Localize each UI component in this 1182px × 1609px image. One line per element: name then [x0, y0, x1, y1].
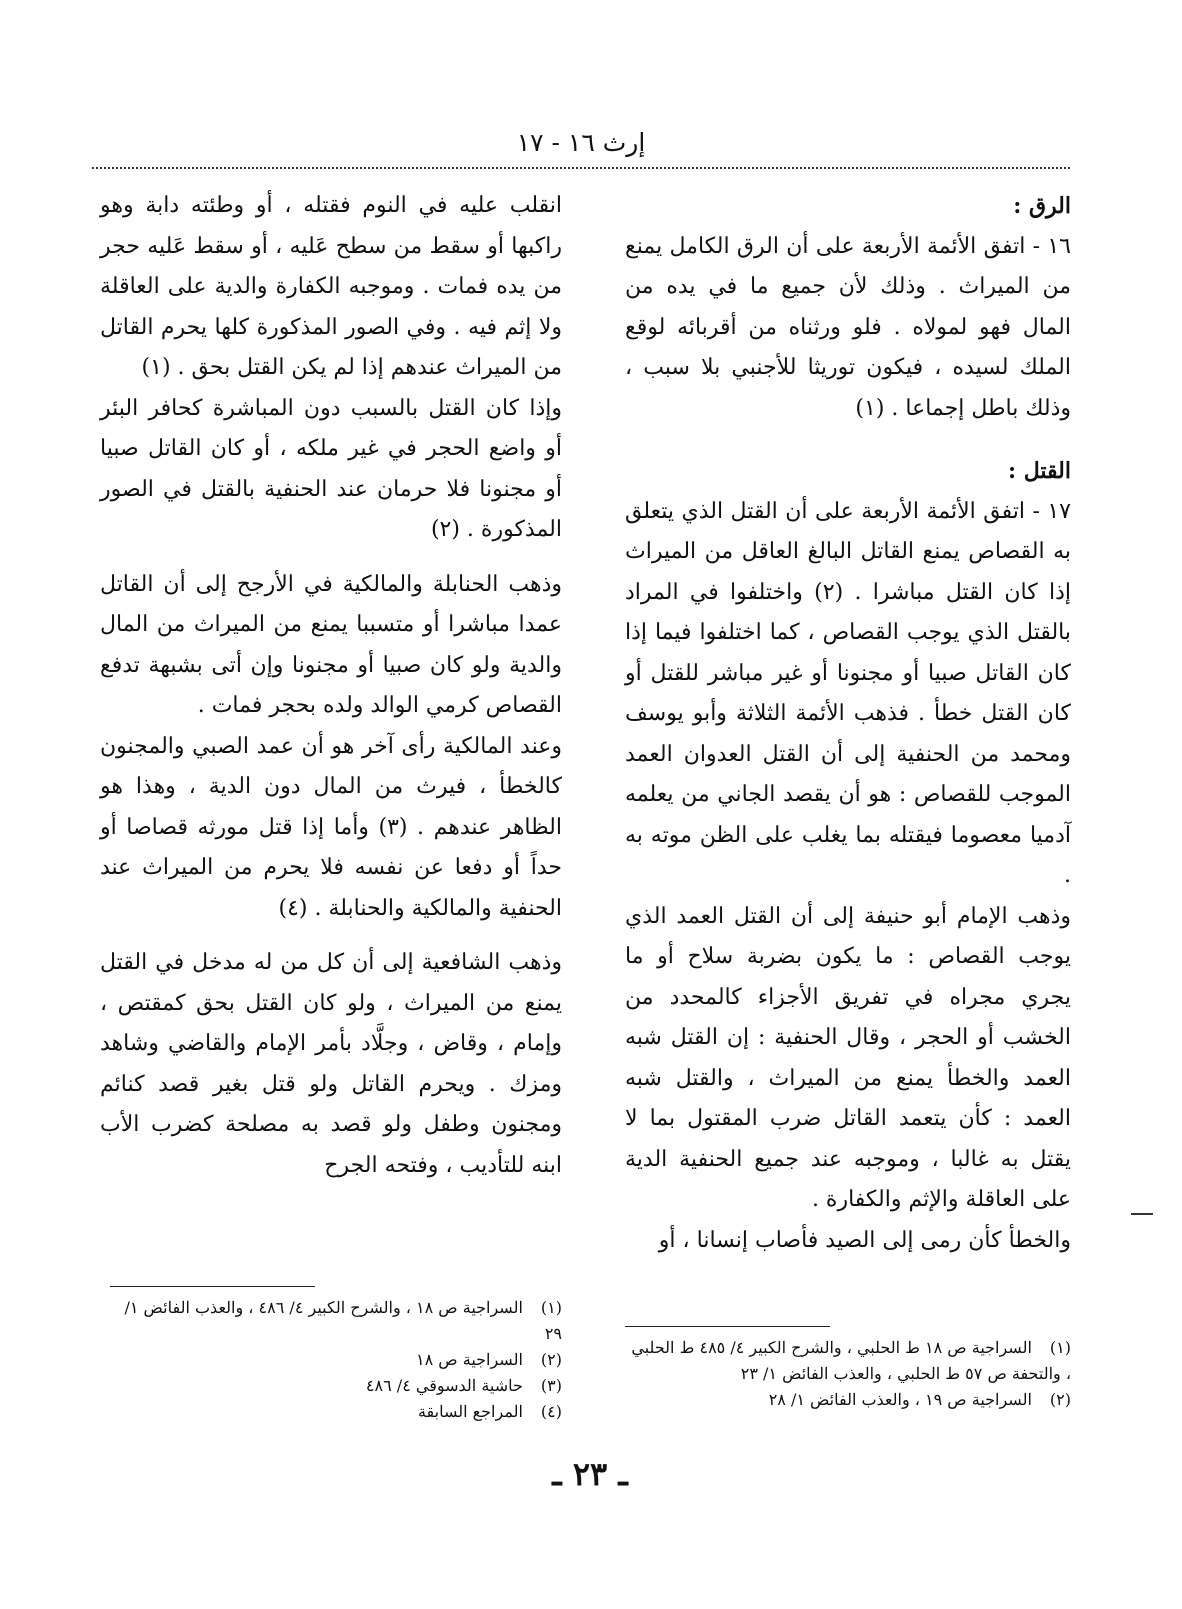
- left-column: [100, 186, 562, 1186]
- running-header: إرث ١٦ - ١٧: [516, 128, 646, 157]
- footnotes-left: [110, 1286, 562, 1425]
- footnote-rule: [110, 1286, 315, 1287]
- margin-mark: [1131, 1213, 1153, 1215]
- section-heading-killing: القتل :: [1007, 458, 1071, 484]
- paragraph-malikiya: وعند المالكية رأى آخر هو أن عمد الصبي والمجنون كالخطأ ، فيرث من المال دون الدية ، وهذا هو الظاهر عندهم . (٣) وأما إذا قتل مورثه قصاصا أو حداً أو دفعا عن نفسه فلا يحرم من الميراث عند الحنفية والمالكية والحنابلة . (٤): [100, 733, 563, 921]
- footnote: (٢) السراجية ص ١٨: [416, 1350, 562, 1369]
- right-column: [625, 186, 1071, 1261]
- paragraph-khata: والخطأ كأن رمى إلى الصيد فأصاب إنسانا ، أو: [658, 1227, 1071, 1253]
- paragraph-17: ١٧ - اتفق الأئمة الأربعة على أن القتل الذي يتعلق به القصاص يمنع القاتل البالغ العاقل من الميراث إذا كان القتل مباشرا . (٢) واختلفوا في المراد بالقتل الذي يوجب القصاص ، كما اختلفوا فيما إذا كان القاتل صبيا أو مجنونا أو غير مباشر للقتل أو كان القتل خطأ . فذهب الأئمة الثلاثة وأبو يوسف ومحمد من الحنفية إلى أن القتل العدوان العمد الموجب للقصاص : هو أن يقصد الجاني من يعلمه آدميا معصوما فيقتله بما يغلب على الظن موته به .: [625, 498, 1071, 888]
- paragraph-indirect-killing: وإذا كان القتل بالسبب دون المباشرة كحافر البئر أو واضع الحجر في غير ملكه ، أو كان القاتل صبيا أو مجنونا فلا حرمان عند الحنفية بالقتل في الصور المذكورة . (٢): [100, 395, 562, 542]
- footnote: (٣) حاشية الدسوقي ٤/ ٤٨٦: [365, 1376, 562, 1395]
- section-heading-slavery: الرق :: [1013, 193, 1071, 219]
- paragraph-hanabila-malikiya: وذهب الحنابلة والمالكية في الأرجح إلى أن القاتل عمدا مباشرا أو متسببا يمنع من الميراث من المال والدية ولو كان صبيا أو مجنونا وإن أتى بشبهة تدفع القصاص كرمي الوالد ولده بحجر فمات .: [100, 571, 562, 718]
- footnote: (١) السراجية ص ١٨ ، والشرح الكبير ٤/ ٤٨٦ ، والعذب الفائض ١/ ٢٩: [124, 1298, 562, 1343]
- footnote-rule: [625, 1326, 830, 1327]
- paragraph-abu-hanifa: وذهب الإمام أبو حنيفة إلى أن القتل العمد الذي يوجب القصاص : ما يكون بضربة سلاح أو ما يجري مجراه في تفريق الأجزاء كالمحدد من الخشب أو الحجر ، وقال الحنفية : إن القتل شبه العمد والخطأ يمنع من الميراث ، والقتل شبه العمد : كأن يتعمد القاتل ضرب المقتول بما لا يقتل به غالبا ، وموجبه عند جميع الحنفية الدية على العاقلة والإثم والكفارة .: [625, 903, 1071, 1212]
- paragraph-continuation: انقلب عليه في النوم فقتله ، أو وطئته دابة وهو راكبها أو سقط من سطح عَليه ، أو سقط عَليه حجر من يده فمات . وموجبه الكفارة والدية على العاقلة ولا إثم فيه . وفي الصور المذكورة كلها يحرم القاتل من الميراث عندهم إذا لم يكن القتل بحق . (١): [100, 193, 562, 380]
- header-dotted-rule: [92, 167, 1070, 169]
- footnotes-right: [625, 1326, 1071, 1413]
- page-number: ـ ٢٣ ـ: [552, 1455, 628, 1493]
- footnote: (٢) السراجية ص ١٩ ، والعذب الفائض ١/ ٢٨: [768, 1390, 1071, 1409]
- footnote: (١) السراجية ص ١٨ ط الحلبي ، والشرح الكبير ٤/ ٤٨٥ ط الحلبي ، والتحفة ص ٥٧ ط الحلبي ، والعذب الفائض ١/ ٢٣: [631, 1338, 1071, 1383]
- footnote: (٤) المراجع السابقة: [417, 1402, 562, 1421]
- paragraph-16: ١٦ - اتفق الأئمة الأربعة على أن الرق الكامل يمنع من الميراث . وذلك لأن جميع ما في يده من المال فهو لمولاه . فلو ورثناه من أقربائه لوقع الملك لسيده ، فيكون توريثا للأجنبي بلا سبب ، وذلك باطل إجماعا . (١): [625, 233, 1071, 421]
- paragraph-shafiiya: وذهب الشافعية إلى أن كل من له مدخل في القتل يمنع من الميراث ، ولو كان القتل بحق كمقتص ، وإمام ، وقاض ، وجلَّاد بأمر الإمام والقاضي وشاهد ومزك . ويحرم القاتل ولو قتل بغير قصد كنائم ومجنون وطفل ولو قصد به مصلحة كضرب الأب ابنه للتأديب ، وفتحه الجرح: [100, 950, 562, 1178]
